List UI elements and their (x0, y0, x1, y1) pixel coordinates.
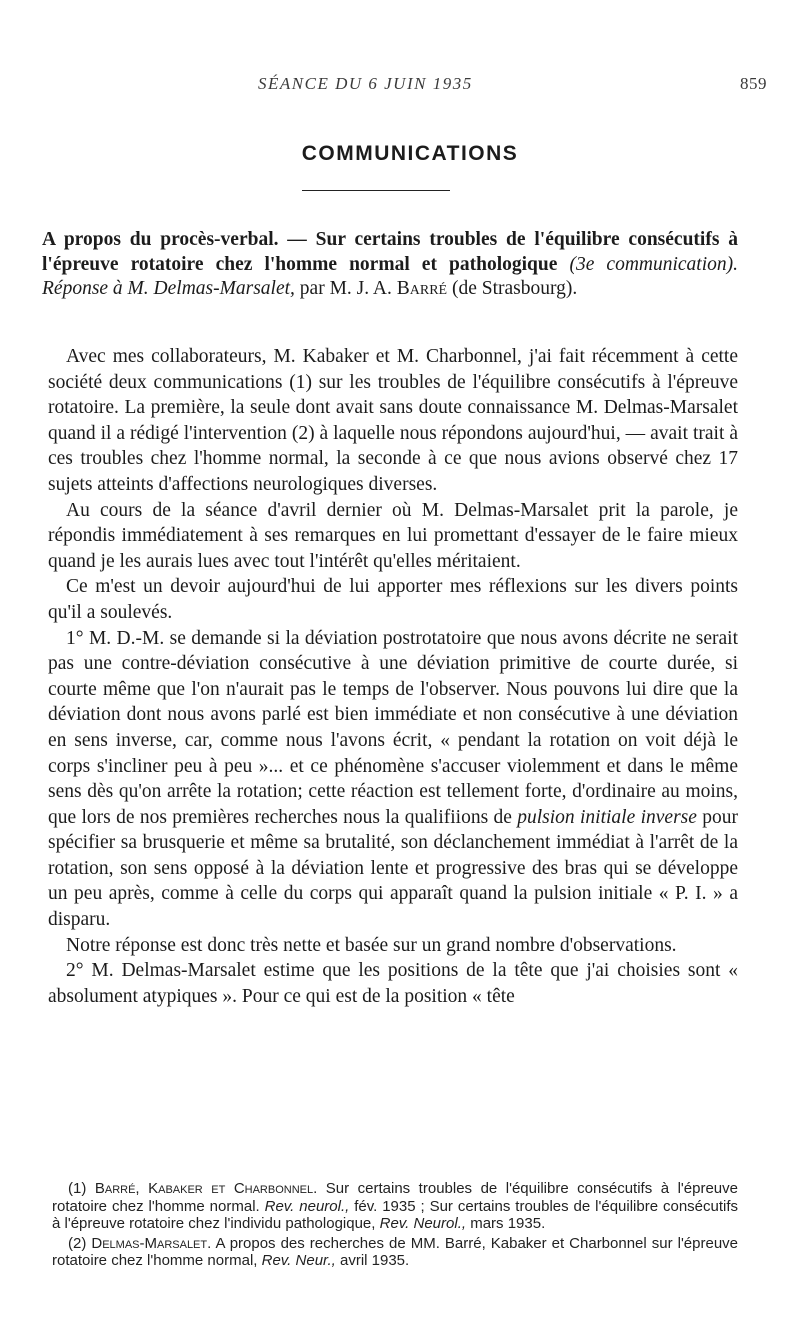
paragraph-4 (48, 626, 738, 933)
running-title: SÉANCE DU 6 JUIN 1935 (258, 74, 473, 93)
section-title: COMMUNICATIONS (301, 142, 519, 165)
article-title: A propos du procès-verbal. — Sur certains troubles de l'équilibre consécutifs à l'épreuve rotatoire chez l'homme normal et pathologique (42, 229, 738, 275)
running-header (0, 74, 800, 98)
paragraph-6: 2° M. Delmas-Marsalet estime que les positions de la tête que j'ai choisies sont « absolument atypiques ». Pour ce qui est de la position « tête (48, 960, 738, 1007)
footnote-1-text2: fév. 1935 ; Sur certains troubles de l'équilibre consécutifs à l'épreuve rotatoire chez l'individu pathologique, (52, 1197, 739, 1232)
title-rule (302, 190, 450, 191)
paragraph-4-tail: pour spécifier sa brusquerie et même sa brutalité, son déclanchement immédiat à l'arrêt de la rotation, son sens opposé à la déviation lente et progressive des bras qui se développe un peu après, comme à celle du corps qui apparaît quand la pulsion initiale « P. I. » a disparu. (48, 806, 738, 931)
footnote-1-journal2: Rev. Neurol., (379, 1215, 467, 1232)
article-heading (42, 228, 738, 302)
footnote-1 (52, 1180, 738, 1233)
paragraph-5: Notre réponse est donc très nette et basée sur un grand nombre d'observations. (66, 934, 677, 956)
paragraph-4-main: 1° M. D.-M. se demande si la déviation postrotatoire que nous avons décrite ne serait pas une contre-déviation consécutive à une déviation primitive de courte durée, si courte même que l'on n'aurait pas le temps de l'observer. Nous pouvons lui dire que la déviation dont nous avons parlé est bien immédiate et non consécutive à une déviation en sens inverse, car, comme nous l'avons écrit, « pendant la rotation on voit déjà le corps s'incliner peu à peu »... et ce phénomène s'accuser violemment et dans le même sens dès qu'on arrête la rotation; cette réaction est tellement forte, d'ordinaire au moins, que lors de nos premières recherches nous la qualifiions de (48, 627, 738, 828)
article-communication-number: (3e communication). (569, 253, 739, 275)
footnote-2-text2: avril 1935. (339, 1252, 410, 1269)
footnote-2-text1: A propos des recherches de MM. Barré, Kabaker et Charbonnel sur l'épreuve rotatoire chez l'homme normal, (52, 1234, 739, 1269)
article-reply-to: Réponse à M. Delmas-Marsalet, (42, 278, 295, 299)
article-byline-prefix: par M. J. A. (299, 278, 392, 299)
page-number: 859 (740, 74, 767, 93)
paragraph-4-italic-term: pulsion initiale inverse (517, 806, 697, 828)
footnote-1-mark: (1) (68, 1180, 87, 1197)
article-author: Barré (396, 278, 448, 299)
article-body (48, 344, 738, 1009)
paragraph-1: Avec mes collaborateurs, M. Kabaker et M. Charbonnel, j'ai fait récemment à cette société deux communications (1) sur les troubles de l'équilibre consécutifs à l'épreuve rotatoire. La première, la seule dont avait sans doute connaissance M. Delmas-Marsalet quand il a rédigé l'intervention (2) à laquelle nous répondons aujourd'hui, — avait trait à ces troubles chez l'homme normal, la seconde à ce que nous avions observé chez 17 sujets atteints d'affections neurologiques diverses. (48, 346, 738, 495)
footnote-2 (52, 1235, 738, 1270)
paragraph-2: Au cours de la séance d'avril dernier où M. Delmas-Marsalet prit la parole, je répondis immédiatement à ses remarques en lui promettant d'essayer de le faire mieux quand je les aurais lues avec tout l'intérêt qu'elles méritaient. (48, 499, 738, 572)
footnote-1-text3: mars 1935. (470, 1215, 546, 1232)
footnote-1-text1: Sur certains troubles de l'équilibre consécutifs à l'épreuve rotatoire chez l'homme normal. (52, 1180, 738, 1215)
footnote-2-journal1: Rev. Neur., (261, 1252, 336, 1269)
footnote-2-mark: (2) (68, 1234, 87, 1252)
footnote-1-journal1: Rev. neurol., (264, 1197, 350, 1215)
footnote-2-authors: Delmas-Marsalet. (91, 1234, 212, 1252)
footnotes (52, 1180, 738, 1272)
paragraph-3: Ce m'est un devoir aujourd'hui de lui apporter mes réflexions sur les divers points qu'il a soulevés. (48, 576, 738, 623)
footnote-1-authors: Barré, Kabaker et Charbonnel. (94, 1180, 318, 1197)
article-affiliation: (de Strasbourg). (452, 278, 578, 299)
